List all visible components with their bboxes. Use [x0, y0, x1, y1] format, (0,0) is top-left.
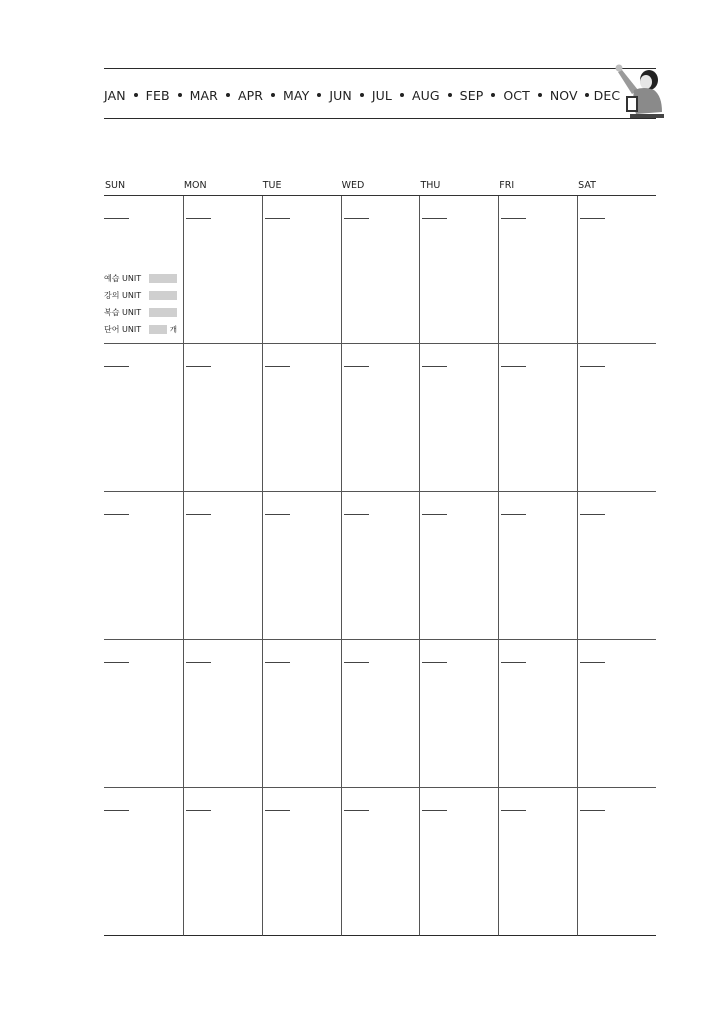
day-cell[interactable] — [183, 788, 262, 936]
day-cell[interactable] — [341, 492, 420, 640]
date-underline — [422, 810, 447, 811]
weekday-wed: WED — [341, 180, 365, 191]
date-underline — [265, 662, 290, 663]
tracker-row — [104, 270, 180, 287]
date-underline — [104, 366, 129, 367]
month-jun[interactable]: JUN — [329, 87, 352, 103]
header-top-rule — [104, 68, 656, 69]
month-separator-dot — [226, 93, 230, 97]
day-cell[interactable] — [577, 196, 656, 344]
day-cell[interactable] — [262, 196, 341, 344]
date-underline — [344, 218, 369, 219]
day-cell[interactable] — [104, 788, 183, 936]
tracker-input-box[interactable] — [149, 274, 177, 283]
date-underline — [104, 662, 129, 663]
date-underline — [104, 810, 129, 811]
tracker-row — [104, 321, 180, 338]
tracker-label: 예습 UNIT — [104, 274, 142, 283]
month-separator-dot — [134, 93, 138, 97]
date-underline — [104, 218, 129, 219]
month-separator-dot — [317, 93, 321, 97]
weekday-thu: THU — [420, 180, 441, 191]
day-cell[interactable] — [498, 344, 577, 492]
month-separator-dot — [271, 93, 275, 97]
date-underline — [344, 514, 369, 515]
date-underline — [580, 810, 605, 811]
weekday-mon: MON — [183, 180, 207, 191]
day-cell[interactable] — [341, 640, 420, 788]
day-cell[interactable] — [577, 640, 656, 788]
day-cell[interactable] — [341, 788, 420, 936]
date-underline — [265, 218, 290, 219]
tracker-input-box[interactable] — [149, 291, 177, 300]
date-underline — [580, 514, 605, 515]
day-cell[interactable] — [183, 640, 262, 788]
month-jul[interactable]: JUL — [371, 87, 392, 103]
day-cell[interactable] — [498, 788, 577, 936]
month-separator-dot — [585, 93, 589, 97]
day-cell[interactable] — [104, 196, 183, 344]
tracker-label: 복습 UNIT — [104, 308, 142, 317]
study-tracker — [104, 270, 180, 338]
date-underline — [422, 366, 447, 367]
month-separator-dot — [400, 93, 404, 97]
day-cell[interactable] — [183, 196, 262, 344]
day-cell[interactable] — [183, 344, 262, 492]
day-cell[interactable] — [498, 196, 577, 344]
day-cell[interactable] — [183, 492, 262, 640]
date-underline — [422, 662, 447, 663]
month-nov[interactable]: NOV — [549, 87, 578, 103]
tracker-input-box[interactable] — [149, 325, 177, 334]
weekday-fri: FRI — [499, 180, 515, 191]
day-cell[interactable] — [341, 196, 420, 344]
date-underline — [501, 366, 526, 367]
header-bottom-rule — [104, 118, 656, 119]
day-cell[interactable] — [104, 640, 183, 788]
day-cell[interactable] — [577, 788, 656, 936]
month-feb[interactable]: FEB — [145, 87, 170, 103]
tracker-label: 강의 UNIT — [104, 291, 142, 300]
tracker-input-box[interactable] — [149, 308, 177, 317]
day-cell[interactable] — [498, 492, 577, 640]
date-underline — [501, 514, 526, 515]
day-cell[interactable] — [104, 492, 183, 640]
person-raising-hand-icon — [608, 56, 668, 122]
date-underline — [422, 218, 447, 219]
date-underline — [186, 366, 211, 367]
day-cell[interactable] — [577, 492, 656, 640]
weekday-sun: SUN — [105, 180, 126, 191]
day-cell[interactable] — [419, 492, 498, 640]
month-oct[interactable]: OCT — [503, 87, 530, 103]
tracker-row — [104, 287, 180, 304]
tracker-suffix: 개 — [169, 325, 177, 334]
date-underline — [501, 662, 526, 663]
month-separator-dot — [538, 93, 542, 97]
date-underline — [344, 366, 369, 367]
date-underline — [344, 810, 369, 811]
month-separator-dot — [448, 93, 452, 97]
day-cell[interactable] — [341, 344, 420, 492]
day-cell[interactable] — [262, 492, 341, 640]
month-dec[interactable]: DEC — [593, 87, 621, 103]
weekday-sat: SAT — [578, 180, 596, 191]
month-apr[interactable]: APR — [237, 87, 264, 103]
calendar-grid — [104, 196, 656, 936]
date-underline — [580, 218, 605, 219]
day-cell[interactable] — [262, 788, 341, 936]
day-cell[interactable] — [419, 344, 498, 492]
month-separator-dot — [360, 93, 364, 97]
date-underline — [580, 662, 605, 663]
date-underline — [501, 218, 526, 219]
day-cell[interactable] — [104, 344, 183, 492]
weekday-header-row — [104, 180, 656, 194]
date-underline — [265, 514, 290, 515]
date-underline — [104, 514, 129, 515]
day-cell[interactable] — [419, 640, 498, 788]
month-sep[interactable]: SEP — [459, 87, 484, 103]
month-separator-dot — [491, 93, 495, 97]
date-underline — [501, 810, 526, 811]
month-jan[interactable]: JAN — [104, 87, 126, 103]
month-aug[interactable]: AUG — [411, 87, 440, 103]
month-separator-dot — [178, 93, 182, 97]
date-underline — [265, 810, 290, 811]
tracker-row — [104, 304, 180, 321]
month-navigation — [104, 85, 620, 105]
day-cell[interactable] — [577, 344, 656, 492]
date-underline — [186, 514, 211, 515]
date-underline — [580, 366, 605, 367]
date-underline — [186, 218, 211, 219]
date-underline — [186, 810, 211, 811]
date-underline — [265, 366, 290, 367]
tracker-label: 단어 UNIT — [104, 325, 142, 334]
date-underline — [186, 662, 211, 663]
date-underline — [344, 662, 369, 663]
weekday-tue: TUE — [262, 180, 282, 191]
day-cell[interactable] — [262, 640, 341, 788]
day-cell[interactable] — [419, 788, 498, 936]
day-cell[interactable] — [498, 640, 577, 788]
day-cell[interactable] — [419, 196, 498, 344]
month-mar[interactable]: MAR — [189, 87, 218, 103]
date-underline — [422, 514, 447, 515]
day-cell[interactable] — [262, 344, 341, 492]
month-may[interactable]: MAY — [283, 87, 310, 103]
